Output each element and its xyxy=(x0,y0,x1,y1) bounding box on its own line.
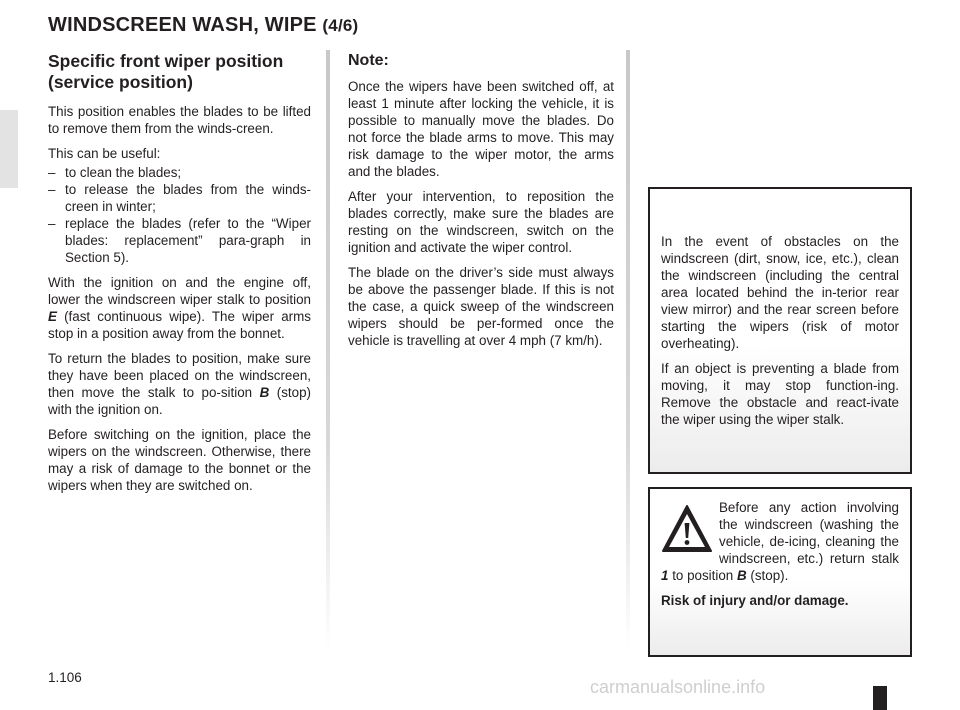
obstacle-info-box xyxy=(648,187,912,474)
position-ref-b: B xyxy=(259,385,270,400)
return-text-before: To return the blades to position, make sure they have been placed on the windscreen, then move the stalk to po-sition xyxy=(48,351,311,400)
warning-text-before: Before any action involving the windscreen (washing the vehicle, de-icing, cleaning the windscreen, etc.) return stalk xyxy=(719,500,899,566)
page-title xyxy=(48,14,358,37)
warning-box xyxy=(648,487,912,657)
ignition-paragraph xyxy=(48,274,311,342)
useful-lead: This can be useful: xyxy=(48,146,161,161)
left-column xyxy=(48,51,311,502)
warning-triangle-icon xyxy=(661,503,713,555)
risk-statement: Risk of injury and/or damage. xyxy=(661,593,849,608)
warning-text-after: (stop). xyxy=(750,568,789,583)
note-paragraph: After your intervention, to reposition the blades correctly, make sure the blades are resting on the windscreen, switch on the ignition and activate the wiper control. xyxy=(348,189,614,255)
note-title: Note: xyxy=(348,52,389,69)
middle-column xyxy=(348,51,614,357)
list-item: – to release the blades from the winds-creen in winter; xyxy=(48,181,311,215)
section-title: Specific front wiper position (service position) xyxy=(48,51,284,92)
note-paragraph: The blade on the driver’s side must always be above the passenger blade. If this is not the case, a quick sweep of the windscreen wipers should be per-formed once the vehicle is travelling at over 4 mph (7 km/h). xyxy=(348,265,614,348)
watermark: carmanualsonline.info xyxy=(590,677,766,697)
return-text-after: (stop) with the ignition on. xyxy=(48,385,311,417)
page-title-text: WINDSCREEN WASH, WIPE xyxy=(48,14,317,36)
note-paragraph: Once the wipers have been switched off, at least 1 minute after locking the vehicle, it is possible to manually move the blades. Do not force the blade arms to move. This may risk damage to the wiper motor, the arms and the blades. xyxy=(348,79,614,179)
obstacle-paragraph: In the event of obstacles on the windscreen (dirt, snow, ice, etc.), clean the windscreen (including the central area located behind the in-terior rear view mirror) and the rear screen before starting the wipers (risk of motor overheating). xyxy=(661,234,899,351)
return-paragraph xyxy=(48,350,311,418)
page-indicator: (4/6) xyxy=(322,16,359,35)
page-number: 1.106 xyxy=(48,670,82,685)
warning-text-middle: to position xyxy=(672,568,734,583)
corner-mark xyxy=(873,686,887,710)
column-divider xyxy=(626,50,630,650)
column-divider xyxy=(326,50,330,650)
ignition-text-before: With the ignition on and the engine off, lower the windscreen wiper stalk to position xyxy=(48,275,311,307)
ignition-text-after: (fast continuous wipe). The wiper arms stop in a position away from the bonnet. xyxy=(48,309,311,341)
section-side-tab xyxy=(0,110,18,188)
before-switching-paragraph: Before switching on the ignition, place the wipers on the windscreen. Otherwise, there may a risk of damage to the bonnet or the wipers when they are switched on. xyxy=(48,427,311,493)
useful-list xyxy=(48,164,311,266)
position-ref-e: E xyxy=(48,309,57,324)
intro-paragraph: This position enables the blades to be lifted to remove them from the winds-creen. xyxy=(48,104,311,136)
list-item: – to clean the blades; xyxy=(48,164,311,181)
obstacle-paragraph: If an object is preventing a blade from moving, it may stop function-ing. Remove the obstacle and react-ivate the wiper using the wiper stalk. xyxy=(661,361,899,427)
stalk-ref-1: 1 xyxy=(661,568,669,583)
list-item: – replace the blades (refer to the “Wiper blades: replacement” para-graph in Section 5). xyxy=(48,215,311,266)
position-ref-b: B xyxy=(736,568,747,583)
